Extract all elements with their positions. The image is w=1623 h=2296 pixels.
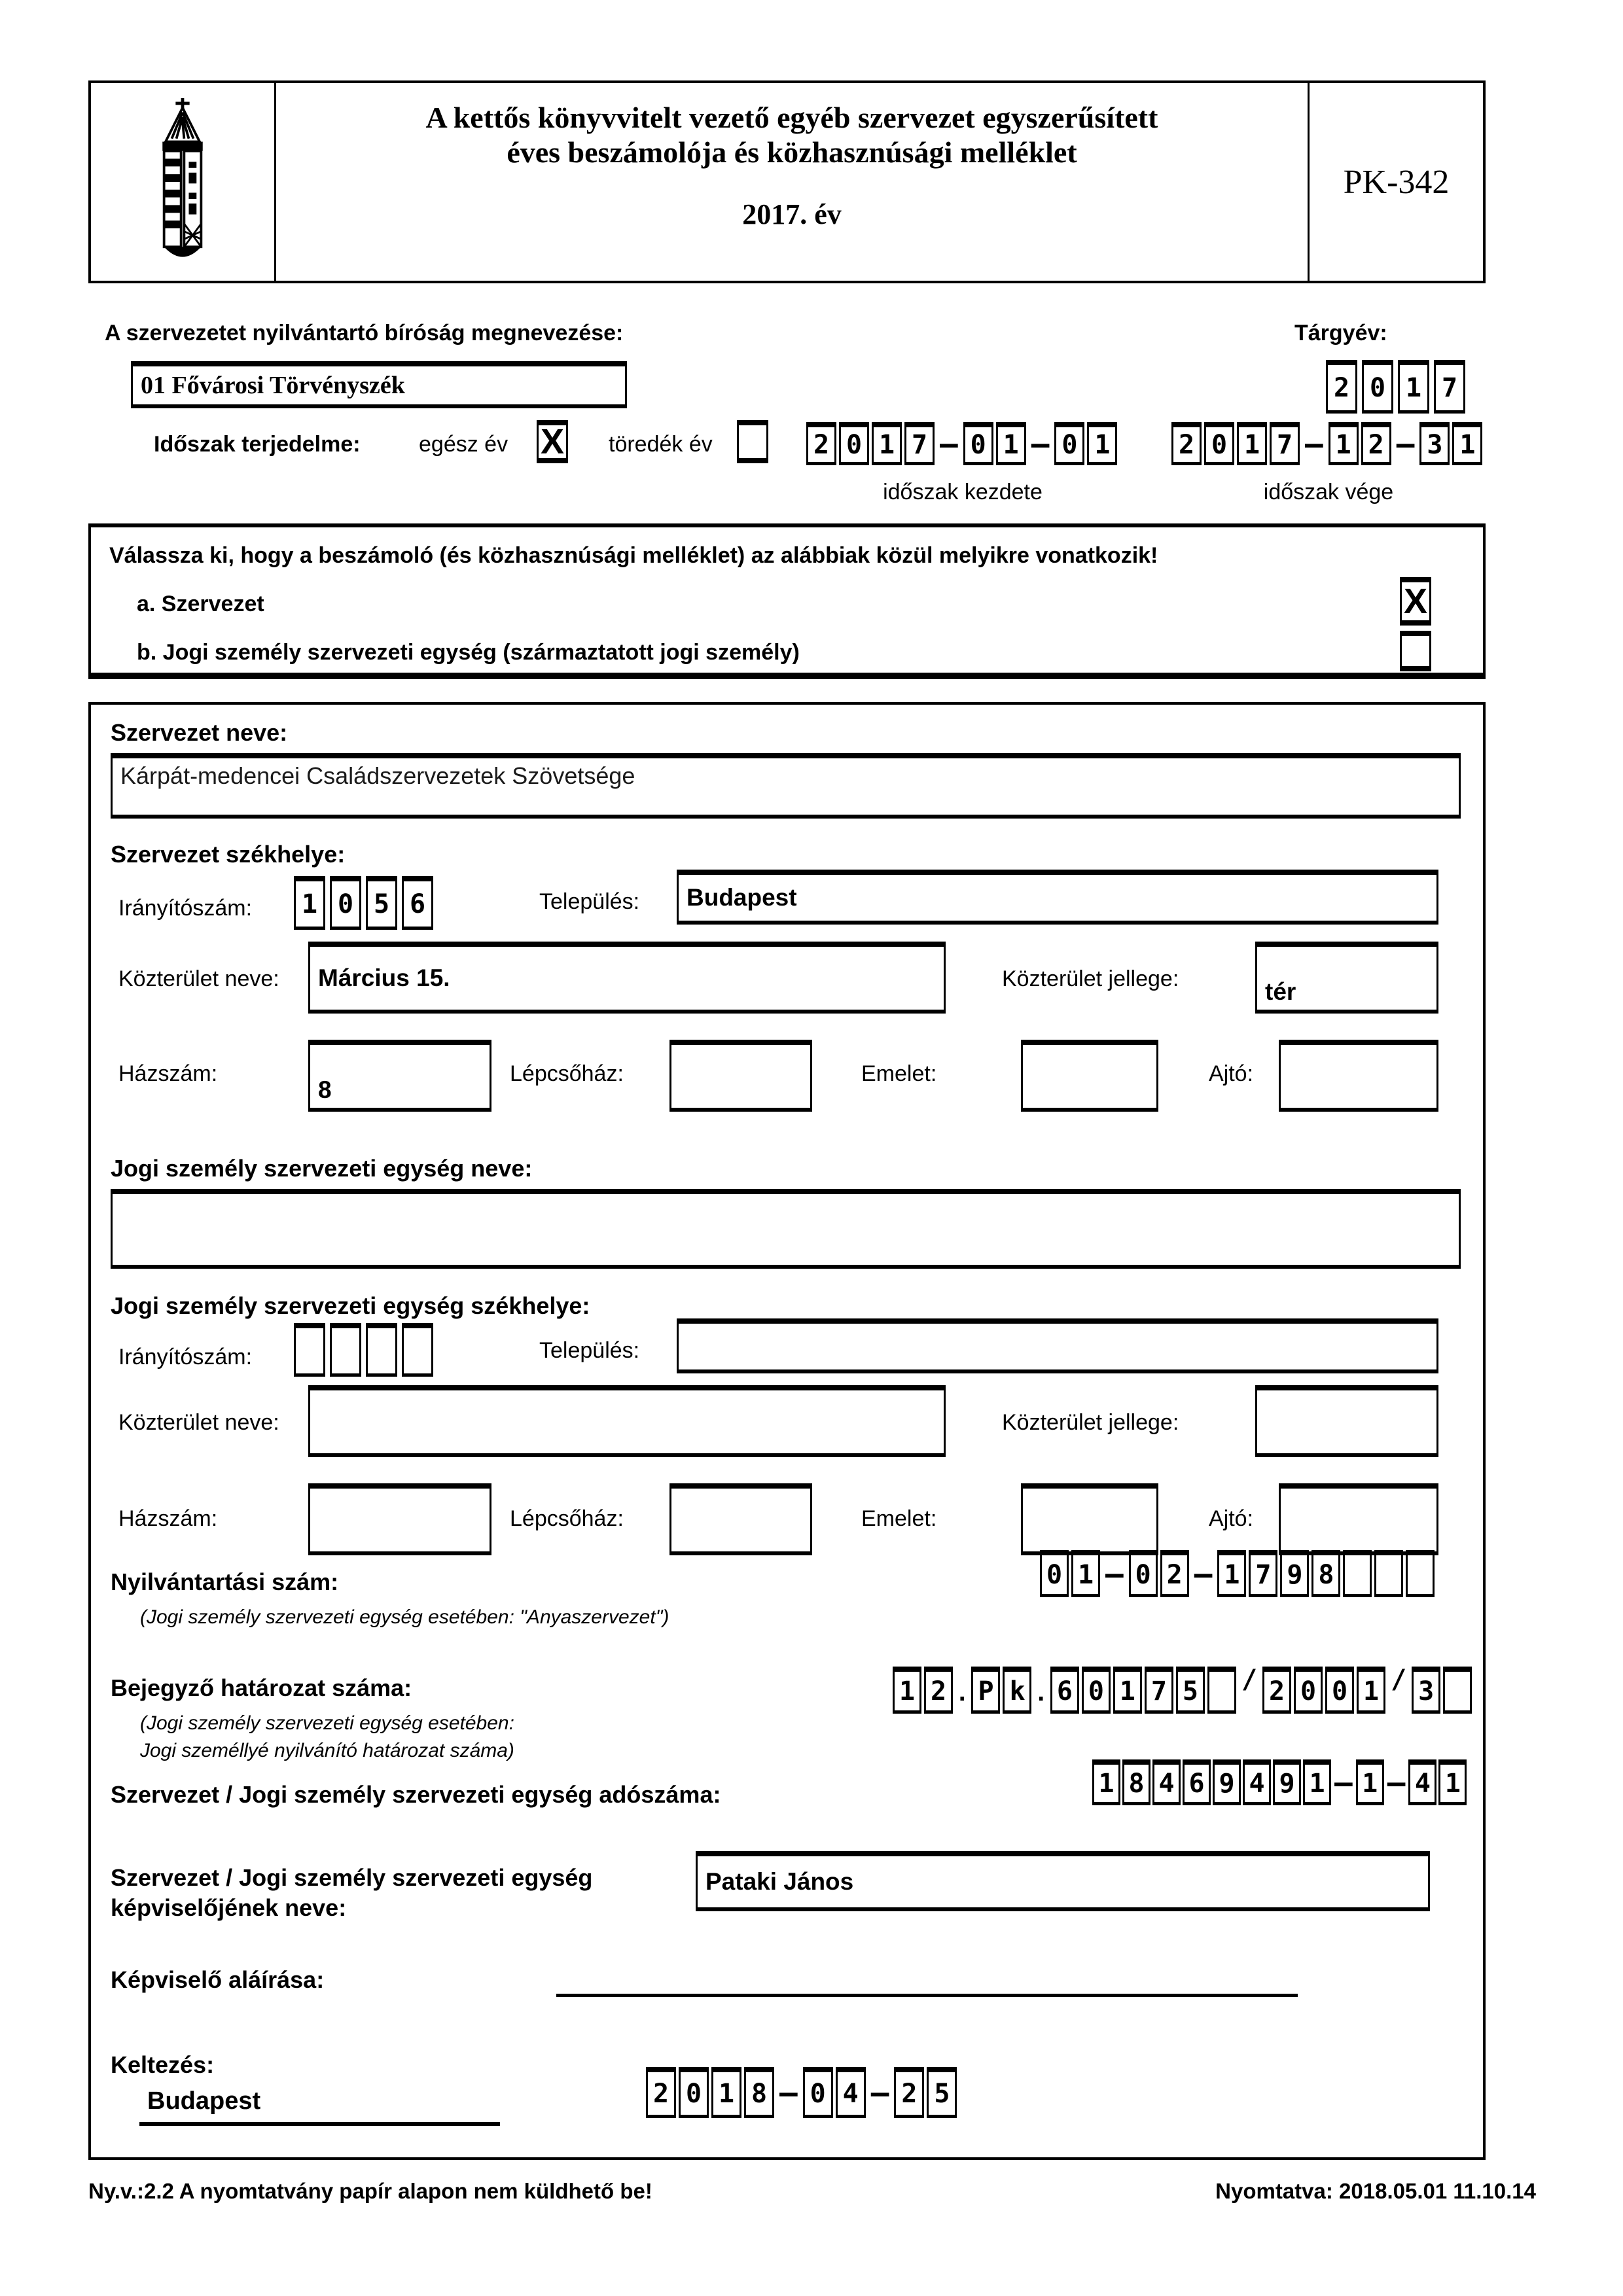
digit-box[interactable]: 1 (1087, 422, 1117, 465)
org-street-input[interactable] (308, 942, 946, 1014)
form-title (276, 83, 1308, 281)
digit-box[interactable]: 8 (1122, 1759, 1150, 1805)
lu-house-label: Házszám: (118, 1506, 218, 1531)
digit-box[interactable]: 7 (904, 422, 935, 465)
form-code: PK-342 (1308, 83, 1483, 281)
lu-floor-label: Emelet: (861, 1506, 937, 1531)
digit-box[interactable] (1374, 1550, 1403, 1597)
digit-box[interactable]: 8 (744, 2067, 774, 2118)
period-end-caption: időszak vége (1263, 480, 1394, 504)
digit-box[interactable] (294, 1323, 325, 1377)
digit-box[interactable]: 9 (1213, 1759, 1241, 1805)
dating-date-boxes (646, 2067, 957, 2118)
legal-unit-name-label: Jogi személy szervezeti egység neve: (111, 1155, 533, 1182)
legal-unit-name-value (113, 1194, 128, 1202)
court-label: A szervezetet nyilvántartó bíróság megnevezése: (105, 321, 624, 345)
org-street-type-label: Közterület jellege: (1002, 966, 1179, 991)
coat-of-arms-icon (134, 97, 232, 267)
org-name-value: Kárpát-medencei Családszervezetek Szövetsége (120, 762, 635, 789)
org-city-value: Budapest (687, 884, 797, 911)
digit-box[interactable]: 1 (711, 2067, 741, 2118)
digit-box[interactable] (1343, 1550, 1372, 1597)
lu-house-value (310, 1516, 326, 1524)
lu-street-input[interactable] (308, 1385, 946, 1457)
registration-note: (Jogi személy szervezeti egység esetében: "Anyaszervezet") (140, 1606, 669, 1628)
digit-box[interactable] (1406, 1550, 1435, 1597)
dash-separator: – (1031, 426, 1050, 461)
digit-box[interactable]: 2 (1361, 422, 1391, 465)
full-year-checkbox[interactable]: X (537, 420, 568, 463)
digit-box[interactable]: 9 (1280, 1550, 1309, 1597)
period-label: Időszak terjedelme: (154, 432, 361, 457)
org-name-input[interactable] (111, 753, 1461, 819)
scope-option-b-label: b. Jogi személy szervezeti egység (származtatott jogi személy) (137, 640, 800, 665)
digit-box[interactable]: 9 (1273, 1759, 1301, 1805)
registration-label: Nyilvántartási szám: (111, 1568, 339, 1595)
scope-option-b-checkbox[interactable] (1400, 631, 1431, 671)
digit-box[interactable]: 2 (646, 2067, 676, 2118)
lu-postcode-label: Irányítószám: (118, 1345, 253, 1369)
targyev-label: Tárgyév: (1294, 321, 1387, 345)
org-city-label: Település: (539, 889, 640, 914)
lu-street-type-value (1257, 1418, 1273, 1426)
form-year: 2017. év (742, 198, 842, 230)
digit-box[interactable]: 2 (1171, 422, 1202, 465)
legal-unit-name-input[interactable] (111, 1189, 1461, 1269)
digit-box[interactable] (366, 1323, 397, 1377)
registration-boxes (1040, 1550, 1435, 1597)
digit-box[interactable]: k (1003, 1667, 1031, 1714)
digit-box[interactable]: 2 (1326, 360, 1357, 414)
digit-box[interactable] (402, 1323, 433, 1377)
org-city-input[interactable] (677, 870, 1438, 925)
main-section (88, 702, 1486, 2160)
partial-year-label: töredék év (609, 432, 713, 457)
lu-street-type-input[interactable] (1255, 1385, 1438, 1457)
targyev-boxes (1326, 360, 1465, 414)
court-input[interactable] (131, 361, 627, 408)
representative-label-line2: képviselőjének neve: (111, 1894, 347, 1921)
signature-line[interactable] (556, 1948, 1298, 1997)
digit-box[interactable]: 0 (1325, 1667, 1354, 1714)
digit-box[interactable]: 3 (1419, 422, 1450, 465)
lu-stair-input[interactable] (669, 1483, 812, 1555)
org-door-value (1281, 1072, 1296, 1080)
lu-city-label: Település: (539, 1338, 640, 1363)
scope-section (88, 523, 1486, 679)
slash-separator: / (1391, 1665, 1407, 1695)
dash-separator: – (1334, 1765, 1353, 1800)
footer-version-note: Ny.v.:2.2 A nyomtatvány papír alapon nem küldhető be! (88, 2179, 652, 2203)
dot-separator: . (955, 1680, 969, 1706)
digit-box[interactable]: 0 (1129, 1550, 1158, 1597)
period-start-boxes (806, 422, 1117, 465)
digit-box[interactable]: 1 (1452, 422, 1482, 465)
digit-box[interactable]: 1 (1303, 1759, 1331, 1805)
digit-box[interactable]: 0 (963, 422, 993, 465)
dash-separator: – (1396, 426, 1415, 461)
digit-box[interactable]: 2 (894, 2067, 924, 2118)
dating-place[interactable] (139, 2074, 500, 2126)
lu-door-label: Ajtó: (1209, 1506, 1254, 1531)
lu-door-input[interactable] (1279, 1483, 1438, 1555)
lu-house-input[interactable] (308, 1483, 491, 1555)
digit-box[interactable]: 0 (1040, 1550, 1069, 1597)
digit-box[interactable]: 8 (1311, 1550, 1340, 1597)
digit-box[interactable]: 0 (1362, 360, 1393, 414)
digit-box[interactable]: 1 (1217, 1550, 1246, 1597)
representative-value: Pataki János (705, 1868, 854, 1895)
digit-box[interactable]: 4 (1408, 1759, 1436, 1805)
org-floor-value (1023, 1072, 1039, 1080)
org-postcode-label: Irányítószám: (118, 896, 253, 921)
digit-box[interactable]: 1 (1356, 1759, 1384, 1805)
lu-floor-input[interactable] (1021, 1483, 1158, 1555)
digit-box[interactable]: 1 (1329, 422, 1359, 465)
form-title-line2: éves beszámolója és közhasznúsági melléklet (507, 135, 1077, 169)
digit-box[interactable] (1443, 1667, 1472, 1714)
dash-separator: – (1194, 1556, 1213, 1591)
lu-city-input[interactable] (677, 1318, 1438, 1373)
lu-street-label: Közterület neve: (118, 1410, 279, 1435)
coat-of-arms-logo (91, 83, 276, 281)
dating-label: Keltezés: (111, 2051, 215, 2078)
dash-separator: – (1305, 426, 1323, 461)
digit-box[interactable]: 4 (1152, 1759, 1181, 1805)
digit-box[interactable]: 0 (803, 2067, 833, 2118)
digit-box[interactable]: 5 (1176, 1667, 1205, 1714)
dot-separator: . (1034, 1680, 1048, 1706)
representative-input[interactable] (696, 1851, 1430, 1911)
footer-printed-timestamp: Nyomtatva: 2018.05.01 11.10.14 (1215, 2179, 1536, 2203)
digit-box[interactable]: 1 (1113, 1667, 1142, 1714)
org-stair-value (671, 1072, 687, 1080)
resolution-note-line1: (Jogi személy szervezeti egység esetében: (140, 1712, 514, 1734)
court-value: 01 Fővárosi Törvényszék (141, 372, 405, 399)
scope-option-a-label: a. Szervezet (137, 592, 264, 616)
digit-box[interactable]: 0 (1204, 422, 1234, 465)
digit-box[interactable]: 1 (872, 422, 902, 465)
digit-box[interactable]: 6 (1050, 1667, 1079, 1714)
digit-box[interactable]: 1 (996, 422, 1026, 465)
org-stair-label: Lépcsőház: (510, 1061, 624, 1086)
dating-place-value: Budapest (147, 2087, 261, 2115)
digit-box[interactable]: 1 (1398, 360, 1429, 414)
org-door-label: Ajtó: (1209, 1061, 1254, 1086)
org-street-type-value: tér (1265, 978, 1296, 1005)
dash-separator: – (779, 2075, 798, 2110)
digit-box[interactable]: 1 (1357, 1667, 1385, 1714)
digit-box[interactable]: 1 (294, 876, 325, 930)
resolution-label: Bejegyző határozat száma: (111, 1674, 412, 1701)
period-end-boxes (1171, 422, 1482, 465)
dash-separator: – (1387, 1765, 1406, 1800)
signature-label: Képviselő aláírása: (111, 1966, 325, 1993)
dash-separator: – (1105, 1556, 1124, 1591)
digit-box[interactable]: 7 (1434, 360, 1465, 414)
resolution-note-line2: Jogi személlyé nyilvánító határozat száma) (140, 1740, 514, 1761)
tax-number-boxes (1092, 1759, 1467, 1805)
digit-box[interactable]: 7 (1270, 422, 1300, 465)
dash-separator: – (870, 2075, 889, 2110)
resolution-boxes (893, 1667, 1472, 1714)
digit-box[interactable]: 0 (839, 422, 869, 465)
lu-stair-label: Lépcsőház: (510, 1506, 624, 1531)
lu-street-value (310, 1418, 326, 1426)
digit-box[interactable]: 0 (1294, 1667, 1323, 1714)
form-title-line1: A kettős könyvvitelt vezető egyéb szervezet egyszerűsített (425, 101, 1158, 134)
form-header (88, 80, 1486, 283)
period-start-caption: időszak kezdete (883, 480, 1043, 504)
org-house-value: 8 (318, 1076, 332, 1103)
digit-box[interactable]: 1 (1237, 422, 1267, 465)
digit-box[interactable]: 3 (1412, 1667, 1440, 1714)
org-street-value: Március 15. (318, 964, 450, 991)
lu-street-type-label: Közterület jellege: (1002, 1410, 1179, 1435)
scope-option-a-checkbox[interactable]: X (1400, 577, 1431, 626)
scope-title: Válassza ki, hogy a beszámoló (és közhasznúsági melléklet) az alábbiak közül melyikre vonatkozik! (109, 543, 1158, 568)
digit-box[interactable]: 1 (1071, 1550, 1100, 1597)
digit-box[interactable]: 7 (1249, 1550, 1277, 1597)
org-house-input[interactable] (308, 1040, 491, 1112)
tax-number-label: Szervezet / Jogi személy szervezeti egység adószáma: (111, 1781, 721, 1808)
digit-box[interactable]: 6 (402, 876, 433, 930)
digit-box[interactable]: 4 (1243, 1759, 1271, 1805)
lu-postcode-boxes (294, 1323, 433, 1377)
lu-city-value (679, 1343, 694, 1351)
org-address-label: Szervezet székhelye: (111, 841, 346, 868)
digit-box[interactable]: 0 (1082, 1667, 1111, 1714)
page-footer (88, 2179, 1536, 2204)
digit-box[interactable]: 0 (679, 2067, 709, 2118)
partial-year-checkbox[interactable] (737, 420, 768, 463)
digit-box[interactable]: 1 (1092, 1759, 1120, 1805)
org-street-type-input[interactable] (1255, 942, 1438, 1014)
org-floor-label: Emelet: (861, 1061, 937, 1086)
legal-unit-address-label: Jogi személy szervezeti egység székhelye: (111, 1292, 590, 1319)
digit-box[interactable]: 1 (893, 1667, 921, 1714)
org-floor-input[interactable] (1021, 1040, 1158, 1112)
digit-box[interactable]: 7 (1145, 1667, 1173, 1714)
digit-box[interactable]: 2 (1262, 1667, 1291, 1714)
digit-box[interactable]: 5 (366, 876, 397, 930)
org-postcode-boxes (294, 876, 433, 930)
org-door-input[interactable] (1279, 1040, 1438, 1112)
digit-box[interactable]: 6 (1183, 1759, 1211, 1805)
full-year-label: egész év (419, 432, 508, 457)
digit-box[interactable]: 5 (927, 2067, 957, 2118)
digit-box[interactable]: 2 (1160, 1550, 1189, 1597)
dash-separator: – (940, 426, 958, 461)
org-stair-input[interactable] (669, 1040, 812, 1112)
digit-box[interactable]: 0 (1054, 422, 1084, 465)
org-house-label: Házszám: (118, 1061, 218, 1086)
digit-box[interactable]: 2 (924, 1667, 953, 1714)
digit-box[interactable]: 0 (330, 876, 361, 930)
lu-floor-value (1023, 1516, 1039, 1524)
digit-box[interactable]: 1 (1438, 1759, 1467, 1805)
org-name-label: Szervezet neve: (111, 719, 288, 746)
digit-box[interactable]: 2 (806, 422, 836, 465)
lu-stair-value (671, 1516, 687, 1524)
slash-separator: / (1241, 1665, 1258, 1695)
digit-box[interactable] (1207, 1667, 1236, 1714)
digit-box[interactable]: 4 (836, 2067, 866, 2118)
digit-box[interactable]: P (971, 1667, 1000, 1714)
org-street-label: Közterület neve: (118, 966, 279, 991)
digit-box[interactable] (330, 1323, 361, 1377)
lu-door-value (1281, 1516, 1296, 1524)
representative-label-line1: Szervezet / Jogi személy szervezeti egység (111, 1864, 593, 1891)
